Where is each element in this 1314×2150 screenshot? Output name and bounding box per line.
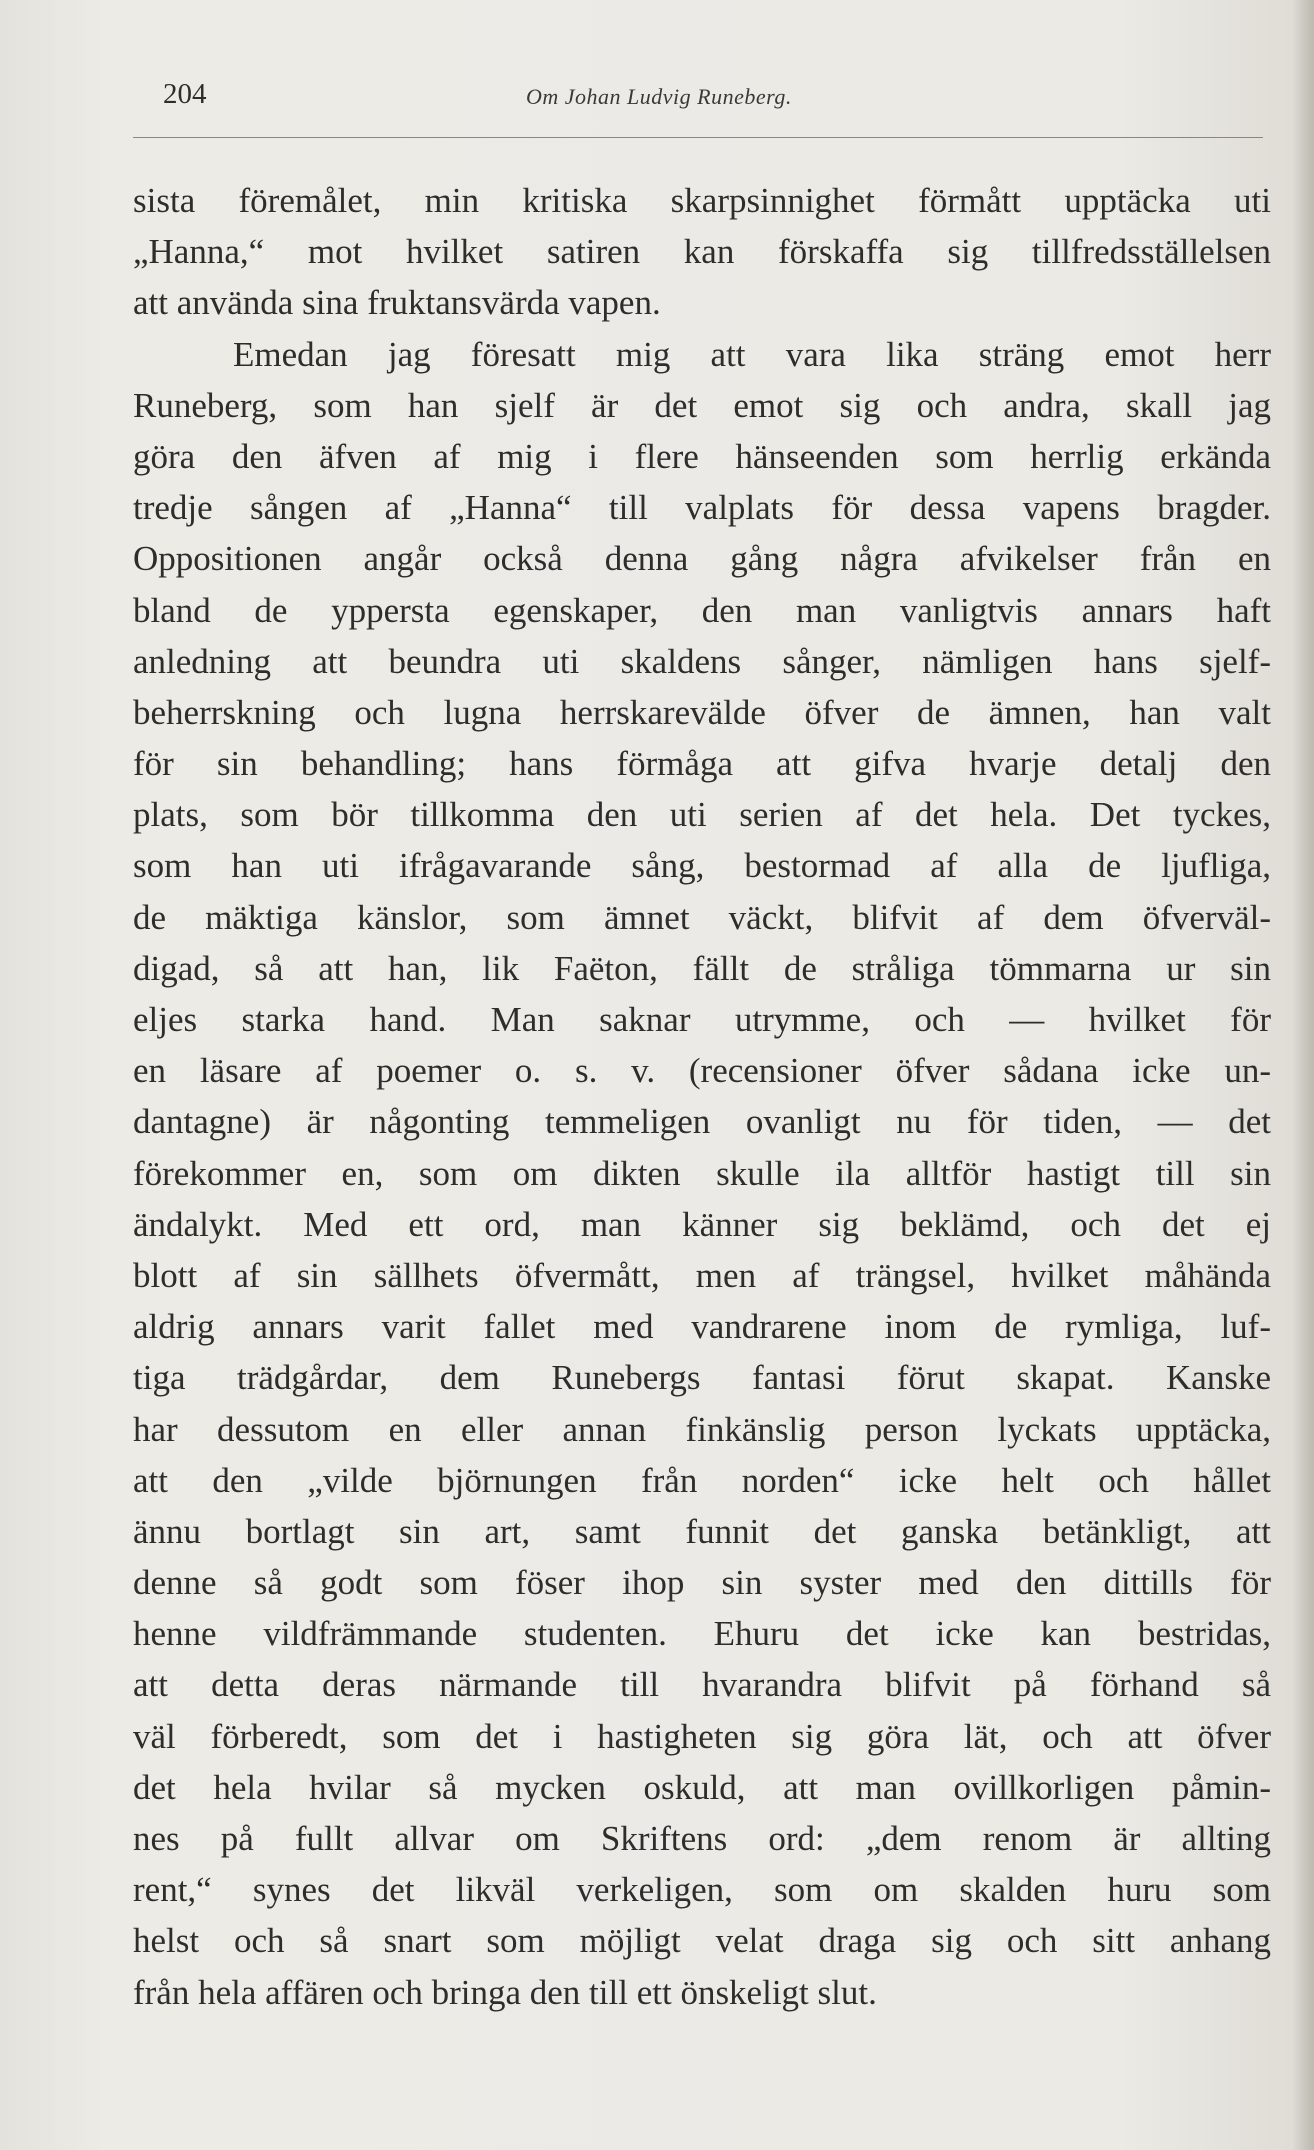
text-line: henne vildfrämmande studenten. Ehuru det icke kan bestridas, — [133, 1614, 1271, 1654]
text-line: förekommer en, som om dikten skulle ila alltför hastigt till sin — [133, 1153, 1271, 1193]
text-line: att den „vilde björnungen från norden“ icke helt och hållet — [133, 1460, 1271, 1500]
text-line: har dessutom en eller annan finkänslig person lyckats upptäcka, — [133, 1409, 1271, 1449]
text-line: som han uti ifrågavarande sång, bestormad af alla de ljufliga, — [133, 846, 1271, 886]
text-line: en läsare af poemer o. s. v. (recensioner öfver sådana icke un- — [133, 1051, 1271, 1091]
text-line: dantagne) är någonting temmeligen ovanligt nu för tiden, — det — [133, 1102, 1271, 1142]
text-line: helst och så snart som möjligt velat draga sig och sitt anhang — [133, 1921, 1271, 1961]
text-line: de mäktiga känslor, som ämnet väckt, blifvit af dem öfverväl- — [133, 897, 1271, 937]
text-line: ännu bortlagt sin art, samt funnit det ganska betänkligt, att — [133, 1511, 1271, 1551]
text-line: ändalykt. Med ett ord, man känner sig beklämd, och det ej — [133, 1204, 1271, 1244]
page-number: 204 — [163, 78, 207, 110]
text-line: beherrskning och lugna herrskarevälde öfver de ämnen, han valt — [133, 692, 1271, 732]
body-text — [133, 175, 1271, 2018]
text-line: bland de yppersta egenskaper, den man vanligtvis annars haft — [133, 590, 1271, 630]
page-edge-shadow — [1292, 0, 1314, 2150]
text-line: Emedan jag föresatt mig att vara lika sträng emot herr — [233, 334, 1271, 374]
text-line: sista föremålet, min kritiska skarpsinnighet förmått upptäcka uti — [133, 181, 1271, 220]
text-line: digad, så att han, lik Faëton, fällt de stråliga tömmarna ur sin — [133, 948, 1271, 988]
text-line: att detta deras närmande till hvarandra blifvit på förhand så — [133, 1665, 1271, 1705]
text-line: tiga trädgårdar, dem Runebergs fantasi förut skapat. Kanske — [133, 1358, 1271, 1398]
text-line: Runeberg, som han sjelf är det emot sig och andra, skall jag — [133, 385, 1271, 425]
page-header — [133, 70, 1263, 120]
text-line: blott af sin sällhets öfvermått, men af trängsel, hvilket måhända — [133, 1255, 1271, 1295]
text-line: göra den äfven af mig i flere hänseenden som herrlig erkända — [133, 436, 1271, 476]
running-title: Om Johan Ludvig Runeberg. — [526, 84, 792, 109]
text-line: det hela hvilar så mycken oskuld, att man ovillkorligen påmin- — [133, 1767, 1271, 1807]
text-line: plats, som bör tillkomma den uti serien af det hela. Det tyckes, — [133, 795, 1271, 835]
text-line: från hela affären och bringa den till ett önskeligt slut. — [133, 1972, 877, 2012]
text-line: „Hanna,“ mot hvilket satiren kan förskaffa sig tillfredsställelsen — [133, 232, 1271, 272]
text-line: nes på fullt allvar om Skriftens ord: „dem renom är allting — [133, 1819, 1271, 1858]
text-line: anledning att beundra uti skaldens sånger, nämligen hans sjelf- — [133, 641, 1271, 681]
text-line: för sin behandling; hans förmåga att gifva hvarje detalj den — [133, 744, 1271, 784]
text-line: eljes starka hand. Man saknar utrymme, och — hvilket för — [133, 1000, 1271, 1039]
header-rule — [133, 137, 1263, 138]
text-line: aldrig annars varit fallet med vandrarene inom de rymliga, luf- — [133, 1307, 1271, 1347]
text-line: väl förberedt, som det i hastigheten sig göra lät, och att öfver — [133, 1716, 1271, 1756]
text-line: denne så godt som föser ihop sin syster med den dittills för — [133, 1563, 1271, 1603]
text-line: att använda sina fruktansvärda vapen. — [133, 283, 661, 323]
text-line: tredje sången af „Hanna“ till valplats för dessa vapens bragder. — [133, 488, 1271, 528]
text-line: rent,“ synes det likväl verkeligen, som om skalden huru som — [133, 1870, 1271, 1910]
text-line: Oppositionen angår också denna gång några afvikelser från en — [133, 539, 1271, 579]
